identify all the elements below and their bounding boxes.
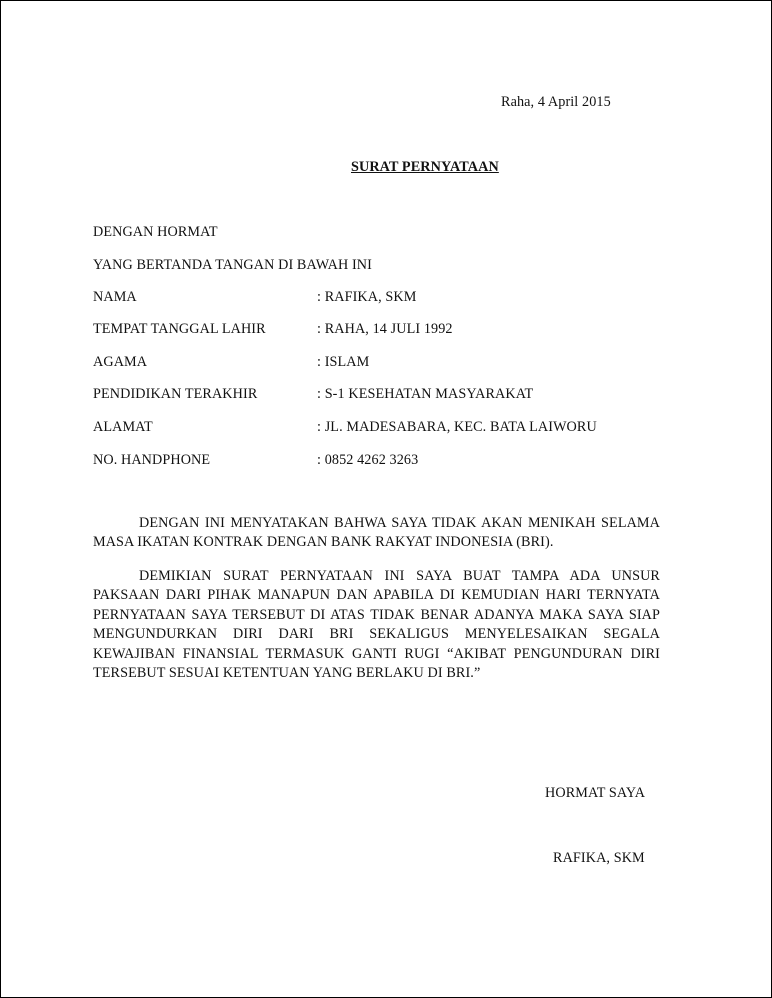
field-label-education: PENDIDIKAN TERAKHIR bbox=[93, 386, 258, 402]
statement-paragraph: DENGAN INI MENYATAKAN BAHWA SAYA TIDAK AKAN MENIKAH SELAMA MASA IKATAN KONTRAK DENGAN BANK RAKYAT INDONESIA (BRI). bbox=[93, 515, 660, 551]
intro-line: YANG BERTANDA TANGAN DI BAWAH INI bbox=[93, 257, 372, 273]
place-date: Raha, 4 April 2015 bbox=[501, 94, 611, 110]
field-label-religion: AGAMA bbox=[93, 354, 148, 370]
field-value-birth: : RAHA, 14 JULI 1992 bbox=[317, 321, 453, 337]
field-value-name: : RAFIKA, SKM bbox=[317, 289, 417, 305]
signer-name: RAFIKA, SKM bbox=[553, 850, 645, 866]
closing-paragraph: DEMIKIAN SURAT PERNYATAAN INI SAYA BUAT TAMPA ADA UNSUR PAKSAAN DARI PIHAK MANAPUN DAN APABILA DI KEMUDIAN HARI TERNYATA PERNYATAAN SAYA TERSEBUT DI ATAS TIDAK BENAR ADANYA MAKA SAYA SIAP MENGUNDURKAN DIRI DARI BRI SEKALIGUS MENYELESAIKAN SEGALA KEWAJIBAN FINANSIAL TERMASUK GANTI RUGI “AKIBAT PENGUNDURAN DIRI TERSEBUT SESUAI KETENTUAN YANG BERLAKU DI BRI.” bbox=[93, 568, 660, 682]
field-value-phone: : 0852 4262 3263 bbox=[317, 452, 419, 468]
field-label-birth: TEMPAT TANGGAL LAHIR bbox=[93, 321, 266, 337]
greeting: DENGAN HORMAT bbox=[93, 224, 218, 240]
field-label-address: ALAMAT bbox=[93, 419, 153, 435]
field-value-education: : S-1 KESEHATAN MASYARAKAT bbox=[317, 386, 534, 402]
closing-salutation: HORMAT SAYA bbox=[545, 785, 646, 801]
letter-title: SURAT PERNYATAAN bbox=[351, 159, 499, 175]
field-label-phone: NO. HANDPHONE bbox=[93, 452, 211, 468]
field-value-address: : JL. MADESABARA, KEC. BATA LAIWORU bbox=[317, 419, 597, 435]
field-value-religion: : ISLAM bbox=[317, 354, 370, 370]
field-label-name: NAMA bbox=[93, 289, 137, 305]
